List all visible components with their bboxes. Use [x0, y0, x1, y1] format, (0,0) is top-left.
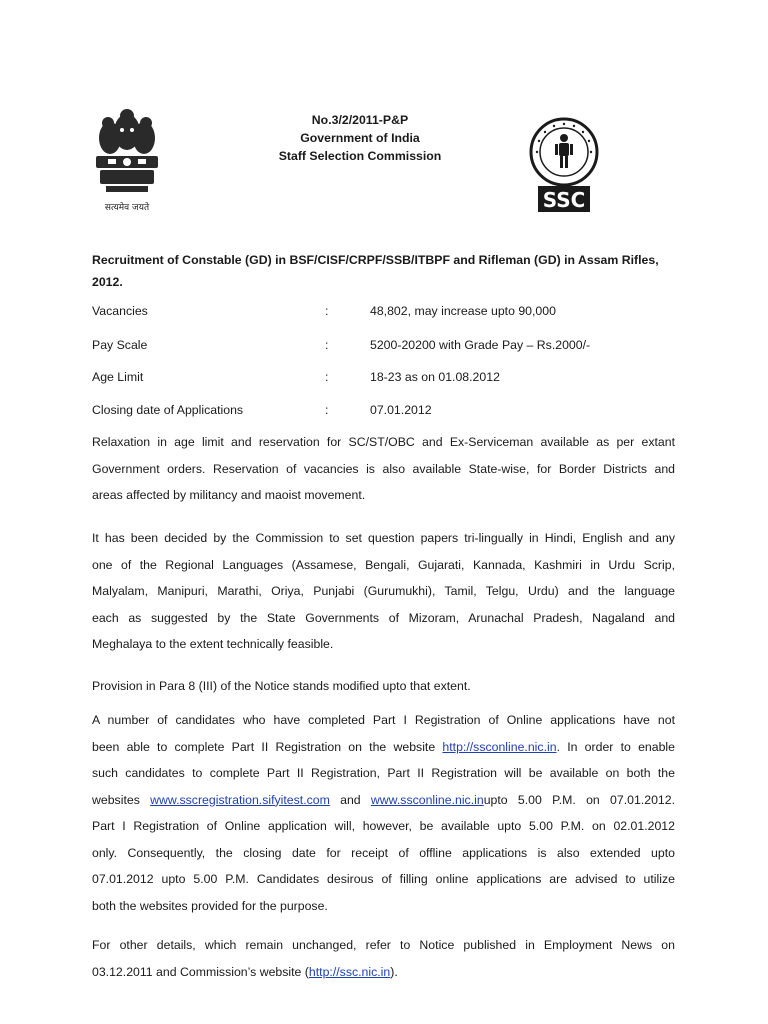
- paragraph-line: For other details, which remain unchanged, refer to Notice published in Employment News on: [92, 938, 675, 952]
- info-value: 5200-20200 with Grade Pay – Rs.2000/-: [370, 338, 591, 352]
- info-colon: :: [325, 338, 329, 352]
- paragraph-line: areas affected by militancy and maoist movement.: [92, 488, 366, 502]
- notice-subject: [92, 249, 682, 293]
- text-segment: ).: [390, 964, 398, 979]
- reference-number: No.3/2/2011-P&P: [311, 113, 409, 127]
- paragraph-line: Relaxation in age limit and reservation for SC/ST/OBC and Ex-Serviceman available as per extant: [92, 435, 675, 449]
- paragraph-line: each as suggested by the State Governments of Mizoram, Arunachal Pradesh, Nagaland and: [92, 610, 675, 625]
- paragraph-line: both the websites provided for the purpose.: [92, 898, 328, 913]
- info-label: Vacancies: [92, 304, 148, 318]
- info-colon: :: [325, 304, 329, 318]
- paragraph-line: Provision in Para 8 (III) of the Notice stands modified upto that extent.: [92, 679, 471, 693]
- paragraph-line: 07.01.2012 upto 5.00 P.M. Candidates desirous of filling online applications are advised to utilize: [92, 872, 675, 886]
- paragraph-other-details: [92, 932, 675, 985]
- paragraph-line: A number of candidates who have completed Part I Registration of Online applications have not: [92, 713, 675, 727]
- text-segment: websites: [92, 792, 151, 807]
- text-segment: upto 5.00 P.M. on 07.01.2012.: [483, 792, 675, 807]
- info-label: Closing date of Applications: [92, 403, 244, 417]
- info-row-vacancies: [92, 304, 692, 324]
- info-value: 07.01.2012: [370, 403, 432, 417]
- subject-line: 2012.: [92, 275, 123, 289]
- info-row-closing-date: [92, 403, 692, 423]
- paragraph-line: Government orders. Reservation of vacancies is also available State-wise, for Border Districts and: [92, 461, 675, 476]
- paragraph-provision: [92, 673, 675, 700]
- paragraph-line: Malyalam, Manipuri, Marathi, Oriya, Punjabi (Gurumukhi), Tamil, Telgu, Urdu) and the language: [92, 584, 675, 598]
- info-row-pay-scale: [92, 338, 692, 358]
- info-value: 18-23 as on 01.08.2012: [370, 370, 500, 384]
- notice-header: [240, 111, 480, 165]
- paragraph-line: Part I Registration of Online application will, however, be available upto 5.00 P.M. on 02.01.2012: [92, 819, 675, 833]
- national-emblem-icon: [88, 106, 166, 218]
- paragraph-language: [92, 525, 675, 658]
- sscregistration-link[interactable]: www.sscregistration.sifyitest.com: [150, 792, 330, 807]
- paragraph-line: only. Consequently, the closing date for receipt of offline applications is also extended upto: [92, 845, 675, 860]
- ssc-website-link[interactable]: http://ssc.nic.in: [308, 964, 391, 979]
- emblem-motto: सत्यमेव जयते: [104, 203, 150, 213]
- ssc-logo-text: SSC: [542, 188, 586, 212]
- paragraph-line: [92, 787, 675, 814]
- paragraph-line: [92, 734, 675, 761]
- commission-title: Staff Selection Commission: [278, 149, 442, 163]
- info-label: Age Limit: [92, 370, 144, 384]
- government-title: Government of India: [300, 131, 420, 145]
- info-colon: :: [325, 370, 329, 384]
- paragraph-line: [92, 959, 675, 986]
- text-segment: and: [329, 792, 371, 807]
- info-row-age-limit: [92, 370, 692, 390]
- paragraph-line: such candidates to complete Part II Registration, Part II Registration will be available on both the: [92, 766, 675, 780]
- subject-line: Recruitment of Constable (GD) in BSF/CISF/CRPF/SSB/ITBPF and Rifleman (GD) in Assam Rifles,: [92, 253, 659, 267]
- info-label: Pay Scale: [92, 338, 148, 352]
- text-segment: . In order to enable: [556, 739, 675, 754]
- text-segment: been able to complete Part II Registration on the website: [92, 739, 443, 754]
- info-value: 48,802, may increase upto 90,000: [370, 304, 556, 318]
- ssc-logo-icon: [528, 116, 600, 216]
- paragraph-line: It has been decided by the Commission to set question papers tri-lingually in Hindi, English and any: [92, 531, 675, 545]
- text-segment: 03.12.2011 and Commission’s website (: [92, 964, 309, 979]
- paragraph-registration: [92, 707, 675, 919]
- paragraph-line: one of the Regional Languages (Assamese, Bengali, Gujarati, Kannada, Kashmiri in Urdu Scrip,: [92, 557, 675, 572]
- info-colon: :: [325, 403, 329, 417]
- paragraph-relaxation: [92, 429, 675, 509]
- ssconline-link[interactable]: http://ssconline.nic.in: [442, 739, 557, 754]
- paragraph-line: Meghalaya to the extent technically feasible.: [92, 637, 334, 651]
- ssconline-www-link[interactable]: www.ssconline.nic.in: [370, 792, 484, 807]
